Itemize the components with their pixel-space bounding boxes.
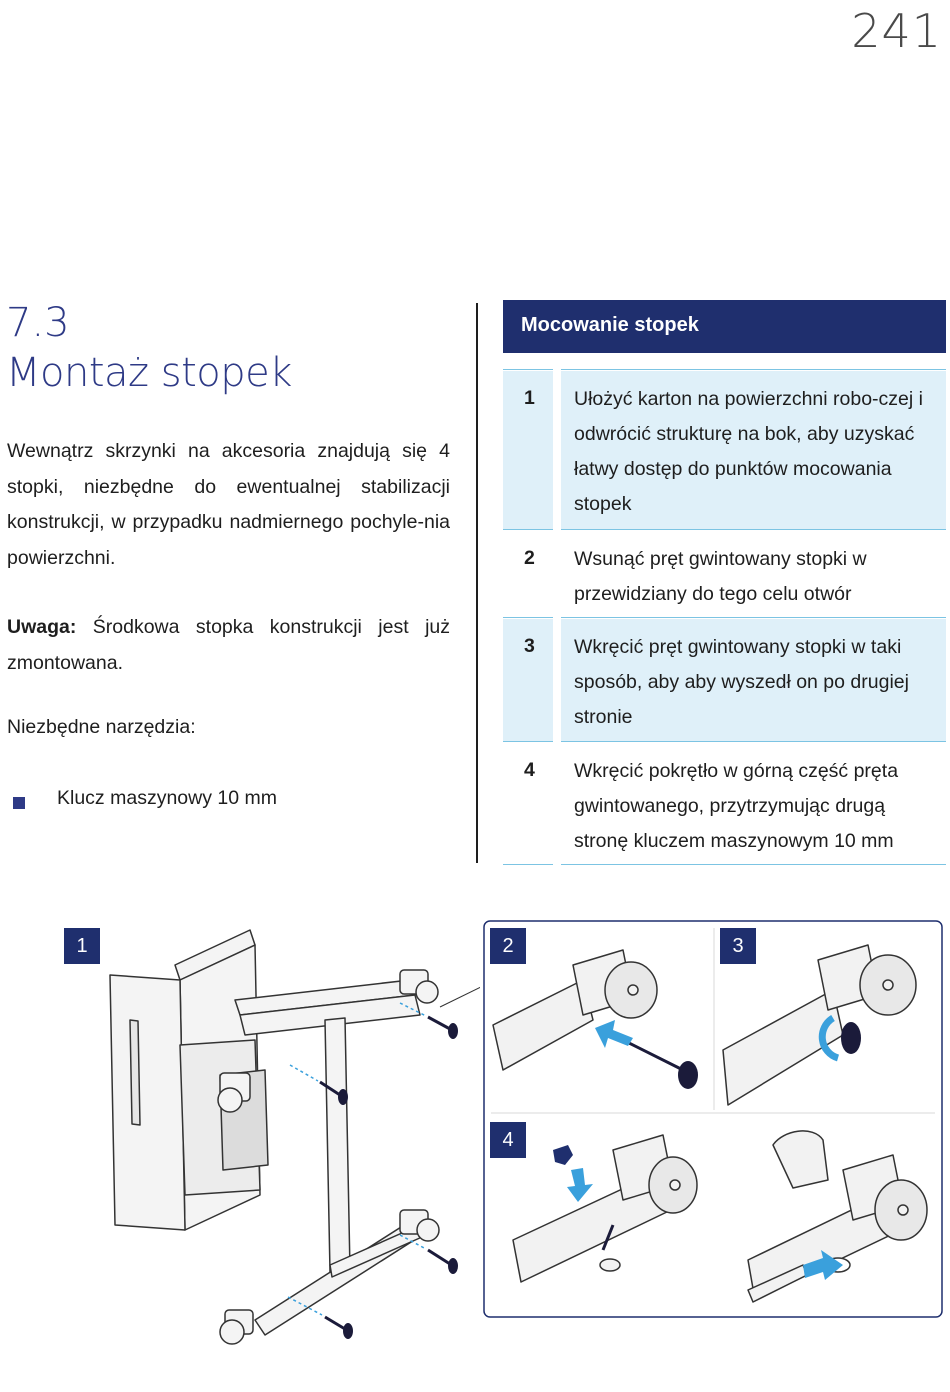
figure-detail-steps	[483, 920, 945, 1320]
step-text: Wkręcić pokrętło w górną część pręta gwintowanego, przytrzymując drugą stronę kluczem maszynowym 10 mm	[574, 760, 899, 852]
figure-badge-4: 4	[490, 1122, 526, 1158]
steps-table-header: Mocowanie stopek	[503, 300, 946, 353]
section-title: Montaż stopek	[6, 350, 292, 396]
bullet-square-icon	[13, 797, 25, 809]
figure-structure-illustration	[60, 925, 480, 1355]
step-number: 1	[503, 371, 553, 530]
column-divider	[476, 303, 478, 863]
step-number: 2	[524, 547, 535, 569]
tools-label: Niezbędne narzędzia:	[7, 716, 196, 738]
step-number: 4	[524, 759, 535, 781]
note-text: Środkowa stopka konstrukcji jest już zmontowana.	[7, 616, 450, 674]
step-text: Wsunąć pręt gwintowany stopki w przewidziany do tego celu otwór	[574, 548, 867, 605]
table-top-rule	[503, 369, 946, 370]
step-row-2	[503, 531, 946, 618]
step-text: Ułożyć karton na powierzchni robo-czej i odwrócić strukturę na bok, aby uzyskać łatwy dostęp do punktów mocowania stopek	[561, 371, 946, 530]
figure-badge-3: 3	[720, 928, 756, 964]
figure-badge-2: 2	[490, 928, 526, 964]
section-number: 7.3	[6, 300, 70, 346]
page-number: 241	[851, 4, 942, 58]
note-paragraph	[7, 610, 450, 681]
note-label: Uwaga:	[7, 616, 77, 638]
step-number: 3	[503, 619, 553, 742]
tool-item: Klucz maszynowy 10 mm	[57, 787, 277, 809]
step-row-4	[503, 743, 946, 865]
step-text: Wkręcić pręt gwintowany stopki w taki sposób, aby aby wyszedł on po drugiej stronie	[561, 619, 946, 742]
step-row-1	[503, 371, 946, 530]
step-row-3	[503, 619, 946, 742]
figure-badge-1: 1	[64, 928, 100, 964]
intro-paragraph: Wewnątrz skrzynki na akcesoria znajdują się 4 stopki, niezbędne do ewentualnej stabilizacji konstrukcji, w przypadku nadmiernego pochyle-nia powierzchni.	[7, 440, 450, 569]
